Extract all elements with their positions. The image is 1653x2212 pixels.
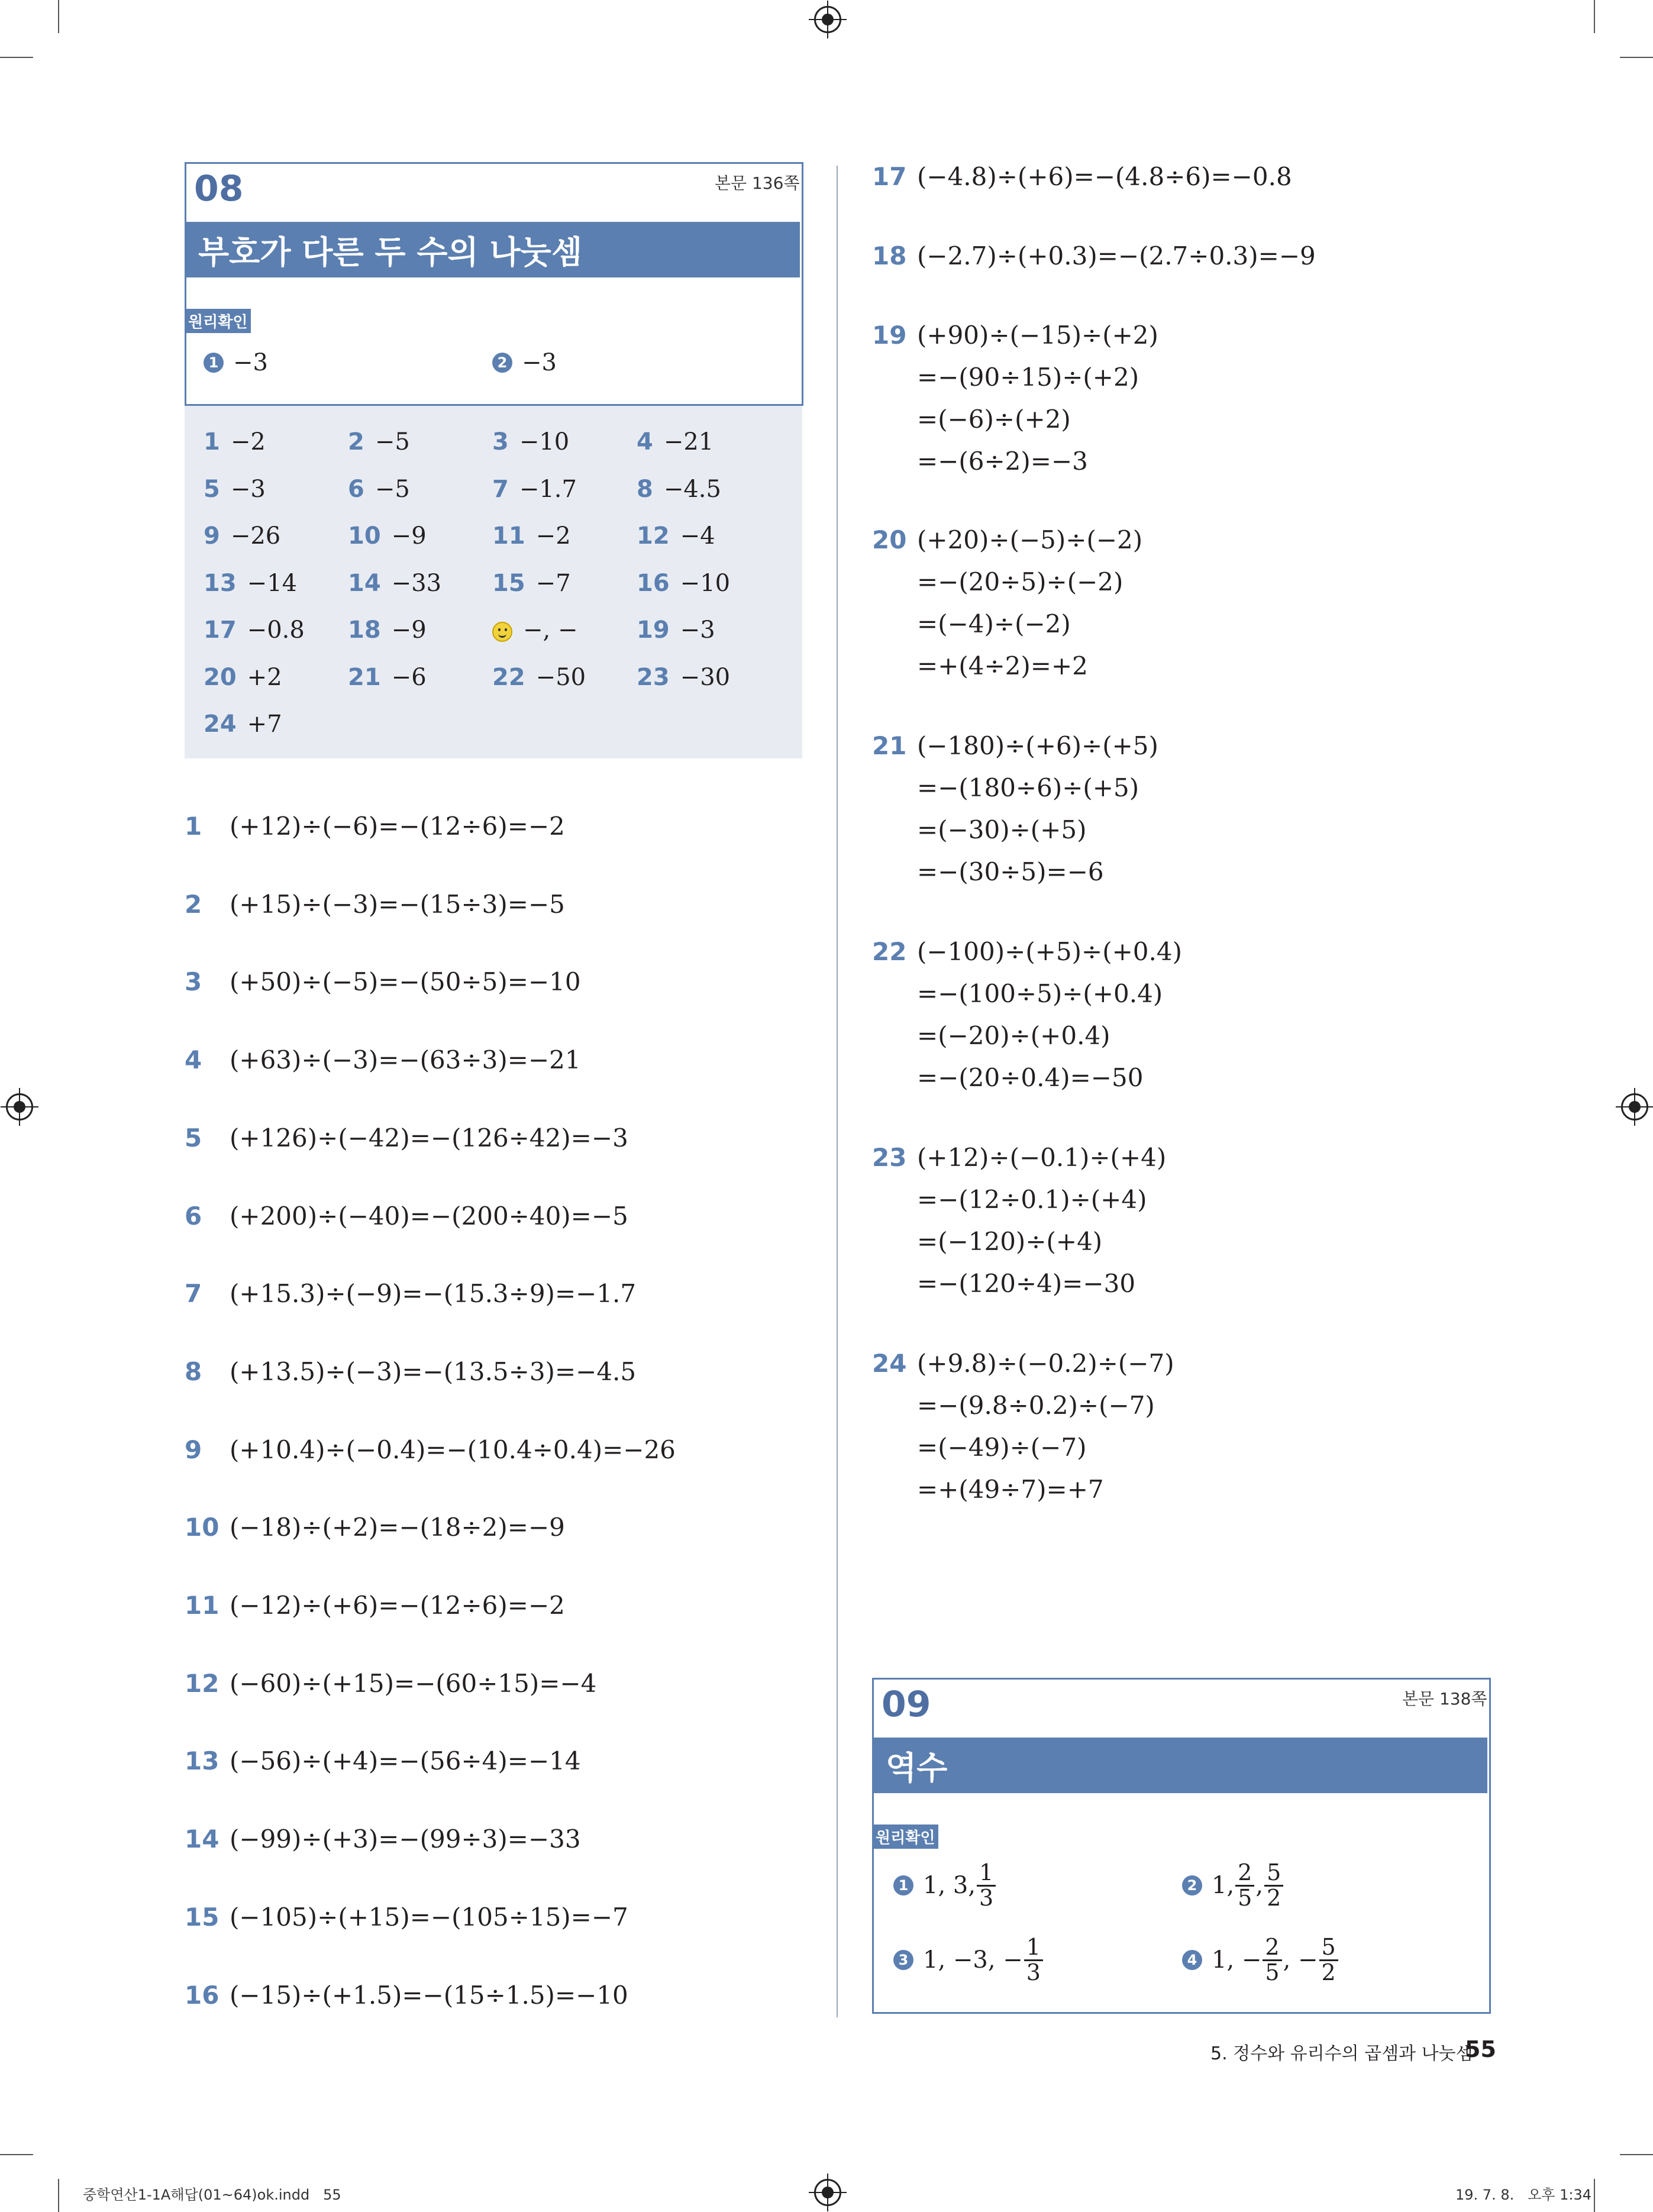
solution-number: 7: [185, 1279, 202, 1309]
solution-line: [872, 1227, 1102, 1256]
answer-value: −10: [519, 428, 570, 456]
solution-text: (+13.5)÷(−3)=−(13.5÷3)=−4.5: [230, 1357, 637, 1386]
answer-item: [637, 476, 721, 503]
answer-item: [204, 428, 266, 456]
solution-item: [185, 1045, 581, 1074]
smile-icon: [492, 622, 512, 642]
solution-text: (−18)÷(+2)=−(18÷2)=−9: [230, 1513, 565, 1542]
solution-text: (+63)÷(−3)=−(63÷3)=−21: [230, 1045, 581, 1075]
solution-item: [185, 1513, 565, 1542]
solution-item: [872, 241, 1316, 270]
section-08-page-ref: 본문 136쪽: [715, 173, 800, 193]
solution-number: 1: [185, 812, 202, 841]
answer-number: 18: [348, 616, 381, 644]
solution-text: =−(100÷5)÷(+0.4): [917, 979, 1163, 1008]
answer-number: 24: [204, 711, 237, 738]
solution-line: [872, 1269, 1135, 1298]
solution-line: [872, 1391, 1155, 1420]
answer-value: −3: [680, 616, 715, 644]
solution-text: (−180)÷(+6)÷(+5): [917, 731, 1158, 760]
solution-number: 19: [872, 321, 907, 350]
crop-mark: [1620, 2154, 1653, 2155]
answer-item: [204, 664, 282, 691]
answer-value: −1.7: [519, 475, 577, 503]
solution-text: (−4.8)÷(+6)=−(4.8÷6)=−0.8: [917, 162, 1292, 191]
answer-item: [204, 522, 280, 550]
solution-number: 10: [185, 1513, 219, 1542]
answer-number: 9: [204, 522, 220, 550]
answer-item: [637, 616, 715, 644]
answer-number: 19: [637, 616, 670, 644]
solution-item: [185, 890, 565, 919]
solution-line: [872, 857, 1104, 886]
solution-line: [872, 1475, 1104, 1504]
answer-value: −4.5: [663, 475, 721, 503]
solution-text: =−(30÷5)=−6: [917, 857, 1104, 886]
fraction: $\frac{1}{3}$: [1024, 1936, 1043, 1985]
answer-number: 11: [492, 522, 525, 550]
answer-number: 12: [637, 522, 670, 550]
solution-number: 18: [872, 241, 907, 270]
solution-item: [185, 1746, 581, 1775]
answer-item: [348, 522, 427, 550]
solution-item: [872, 525, 1142, 554]
answer-item: [637, 570, 730, 597]
answer-value: −4: [680, 522, 715, 550]
solution-item: [185, 1357, 636, 1386]
section-09-number: 09: [882, 1684, 931, 1725]
answer-number: 8: [637, 475, 653, 503]
section-09-check-1: 1 1, 3, $\frac{1}{3}$: [893, 1861, 997, 1910]
answer-value: −2: [230, 428, 266, 456]
crop-mark: [58, 2179, 59, 2212]
solution-item: [872, 1143, 1166, 1172]
fraction: $\frac{2}{5}$: [1263, 1936, 1281, 1985]
file-slug: 중학연산1-1A해답(01~64)ok.indd 55: [83, 2187, 341, 2203]
answer-item: [637, 664, 730, 691]
answer-number: 16: [637, 569, 670, 597]
solution-text: =(−6)÷(+2): [917, 405, 1071, 434]
solution-line: [872, 773, 1139, 802]
solution-number: 23: [872, 1143, 907, 1172]
answer-number: 13: [204, 569, 237, 597]
answer-number: 20: [204, 663, 237, 691]
solution-text: =−(120÷4)=−30: [917, 1269, 1136, 1298]
solution-text: (+50)÷(−5)=−(50÷5)=−10: [230, 967, 581, 997]
section-09-title: 역수: [874, 1738, 1487, 1793]
solution-text: (+200)÷(−40)=−(200÷40)=−5: [230, 1201, 628, 1231]
solution-text: =(−120)÷(+4): [917, 1227, 1103, 1256]
solution-text: (−105)÷(+15)=−(105÷15)=−7: [230, 1902, 628, 1932]
crop-mark: [1594, 2179, 1595, 2212]
solution-text: (−100)÷(+5)÷(+0.4): [917, 937, 1182, 966]
solution-line: [872, 447, 1088, 476]
answer-number: 15: [492, 569, 525, 597]
answer-item: [492, 616, 577, 644]
answer-item: [348, 664, 427, 691]
crop-mark: [0, 2154, 33, 2155]
solution-item: [185, 1981, 628, 2010]
answer-item: [204, 616, 305, 644]
marker-4-icon: 4: [1182, 1950, 1202, 1970]
answer-value: −21: [663, 428, 714, 456]
solution-number: 8: [185, 1357, 202, 1386]
solution-text: (−99)÷(+3)=−(99÷3)=−33: [230, 1825, 581, 1854]
answer-value: −50: [535, 663, 586, 691]
solution-text: =−(12÷0.1)÷(+4): [917, 1185, 1147, 1214]
solution-number: 3: [185, 967, 202, 997]
section-08-title: 부호가 다른 두 수의 나눗셈: [186, 222, 800, 277]
solution-item: [185, 1435, 676, 1464]
answer-number: 10: [348, 522, 381, 550]
solution-text: =−(6÷2)=−3: [917, 447, 1088, 476]
solution-text: =(−30)÷(+5): [917, 815, 1087, 844]
answer-value: −, −: [523, 616, 578, 644]
solution-number: 22: [872, 937, 907, 966]
solution-text: (+12)÷(−6)=−(12÷6)=−2: [230, 812, 565, 841]
solution-item: [872, 937, 1182, 966]
solution-line: [872, 363, 1139, 392]
answer-number: 23: [637, 663, 670, 691]
solution-text: (+15)÷(−3)=−(15÷3)=−5: [230, 889, 565, 919]
answer-item: [348, 476, 410, 503]
answer-item: [204, 476, 266, 503]
solution-number: 9: [185, 1435, 202, 1464]
solution-item: [185, 1669, 596, 1698]
section-09-principle-tag: 원리확인: [872, 1825, 938, 1849]
solution-text: (+10.4)÷(−0.4)=−(10.4÷0.4)=−26: [230, 1435, 676, 1464]
answer-number: 17: [204, 616, 237, 644]
solution-line: [872, 1185, 1147, 1214]
fraction: $\frac{5}{2}$: [1319, 1936, 1338, 1985]
answer-value: −30: [680, 663, 731, 691]
solution-number: 2: [185, 889, 202, 919]
crop-mark: [0, 57, 33, 58]
solution-line: [872, 979, 1163, 1008]
answer-number: 5: [204, 475, 220, 503]
solution-text: =−(20÷0.4)=−50: [917, 1063, 1144, 1092]
solution-item: [185, 967, 581, 996]
solution-text: (+90)÷(−15)÷(+2): [917, 321, 1158, 350]
solution-number: 21: [872, 731, 907, 760]
section-09-page-ref: 본문 138쪽: [1402, 1689, 1487, 1709]
answer-item: [204, 570, 297, 597]
solution-line: [872, 567, 1123, 596]
solution-item: [185, 1825, 581, 1853]
solution-text: (+126)÷(−42)=−(126÷42)=−3: [230, 1123, 628, 1152]
crop-mark: [1594, 0, 1595, 33]
solution-text: (+20)÷(−5)÷(−2): [917, 525, 1143, 554]
solution-text: =(−4)÷(−2): [917, 609, 1071, 638]
solution-item: [185, 812, 565, 841]
solution-number: 12: [185, 1668, 219, 1698]
section-09-check-4: 4 1, − $\frac{2}{5}$ , − $\frac{5}{2}$: [1182, 1936, 1339, 1985]
solution-text: =(−20)÷(+0.4): [917, 1021, 1110, 1050]
solution-number: 24: [872, 1349, 907, 1378]
registration-mark-icon: [814, 6, 841, 33]
crop-mark: [1620, 57, 1653, 58]
answer-item: [204, 711, 282, 738]
answer-value: −3: [230, 475, 266, 503]
marker-3-icon: 3: [893, 1950, 913, 1970]
solution-text: =(−49)÷(−7): [917, 1433, 1087, 1462]
solution-text: =−(20÷5)÷(−2): [917, 567, 1123, 596]
solution-text: =−(9.8÷0.2)÷(−7): [917, 1391, 1155, 1420]
fraction: $\frac{5}{2}$: [1264, 1861, 1283, 1910]
fraction: $\frac{1}{3}$: [977, 1861, 996, 1910]
answer-value: −14: [247, 569, 298, 597]
solution-number: 5: [185, 1123, 202, 1152]
solution-line: [872, 609, 1071, 638]
answer-item: [637, 428, 713, 456]
answer-item: [492, 664, 586, 691]
registration-mark-icon: [6, 1093, 33, 1120]
solution-number: 14: [185, 1825, 219, 1854]
answer-value: −2: [535, 522, 571, 550]
marker-1-icon: 1: [893, 1875, 913, 1895]
solution-text: =+(4÷2)=+2: [917, 651, 1088, 680]
section-08-number: 08: [194, 168, 244, 209]
registration-mark-icon: [814, 2179, 841, 2206]
solution-text: (−2.7)÷(+0.3)=−(2.7÷0.3)=−9: [917, 241, 1316, 270]
answer-item: [348, 616, 427, 644]
page-number: 55: [1465, 2036, 1496, 2062]
solution-text: =−(90÷15)÷(+2): [917, 363, 1139, 392]
section-09-check-2: 2 1, $\frac{2}{5}$ , $\frac{5}{2}$: [1182, 1861, 1284, 1910]
answer-value: +2: [247, 663, 282, 691]
solution-line: [872, 405, 1071, 434]
registration-mark-icon: [1621, 1093, 1648, 1120]
solution-line: [872, 1433, 1086, 1462]
answer-item: [492, 570, 571, 597]
solution-line: [872, 815, 1086, 844]
solution-text: (−60)÷(+15)=−(60÷15)=−4: [230, 1668, 597, 1698]
section-08-check-2: 2 −3: [492, 349, 557, 376]
solution-item: [185, 1123, 628, 1152]
solution-number: 20: [872, 525, 907, 554]
answer-number: 4: [637, 428, 653, 456]
answer-value: −33: [391, 569, 442, 597]
answer-number: 3: [492, 428, 509, 456]
solution-number: 13: [185, 1746, 219, 1776]
solution-number: 11: [185, 1591, 219, 1620]
answer-value: −6: [391, 663, 427, 691]
answer-value: −5: [374, 475, 410, 503]
answer-value: −26: [230, 522, 281, 550]
solution-number: 6: [185, 1201, 202, 1231]
marker-1-icon: 1: [204, 353, 224, 373]
solution-item: [872, 321, 1158, 350]
solution-number: 4: [185, 1045, 202, 1075]
answer-value: −10: [680, 569, 731, 597]
solution-line: [872, 651, 1088, 680]
marker-2-icon: 2: [492, 353, 512, 373]
solution-item: [185, 1903, 628, 1932]
fraction: $\frac{2}{5}$: [1235, 1861, 1254, 1910]
section-08-principle-tag: 원리확인: [185, 309, 251, 333]
answer-value: −9: [391, 522, 427, 550]
crop-mark: [58, 0, 59, 33]
answer-item: [348, 428, 410, 456]
answer-value: −9: [391, 616, 427, 644]
chapter-title: 5. 정수와 유리수의 곱셈과 나눗셈: [1210, 2043, 1473, 2064]
answer-number: 2: [348, 428, 364, 456]
answer-value: +7: [247, 711, 282, 738]
answer-item: [348, 570, 441, 597]
solution-text: (+12)÷(−0.1)÷(+4): [917, 1143, 1167, 1172]
solution-text: (−15)÷(+1.5)=−(15÷1.5)=−10: [230, 1980, 628, 2010]
solution-number: 16: [185, 1980, 219, 2010]
answer-item: [492, 522, 571, 550]
solution-item: [185, 1591, 565, 1620]
solution-item: [185, 1202, 628, 1231]
answer-value: −7: [535, 569, 571, 597]
solution-text: (−12)÷(+6)=−(12÷6)=−2: [230, 1591, 565, 1620]
answer-value: −0.8: [247, 616, 305, 644]
answer-number: 6: [348, 475, 364, 503]
answer-number: 1: [204, 428, 220, 456]
solution-line: [872, 1021, 1110, 1050]
solution-item: [872, 162, 1292, 191]
column-divider: [837, 166, 838, 2017]
solution-number: 15: [185, 1902, 219, 1932]
answer-number: 22: [492, 663, 525, 691]
answer-item: [637, 522, 715, 550]
solution-text: (−56)÷(+4)=−(56÷4)=−14: [230, 1746, 581, 1776]
answer-number: 7: [492, 475, 509, 503]
answer-item: [492, 476, 577, 503]
answer-number: 21: [348, 663, 381, 691]
solution-number: 17: [872, 162, 907, 191]
answer-item: [492, 428, 569, 456]
solution-text: (+15.3)÷(−9)=−(15.3÷9)=−1.7: [230, 1279, 637, 1309]
solution-text: (+9.8)÷(−0.2)÷(−7): [917, 1349, 1174, 1378]
answer-value: −5: [374, 428, 410, 456]
print-timestamp: 19. 7. 8. 오후 1:34: [1455, 2187, 1592, 2203]
answer-number: 14: [348, 569, 381, 597]
solution-line: [872, 1063, 1143, 1092]
solution-item: [185, 1279, 636, 1308]
section-08-check-1: 1 −3: [204, 349, 268, 376]
solution-text: =−(180÷6)÷(+5): [917, 773, 1139, 802]
solution-text: =+(49÷7)=+7: [917, 1475, 1104, 1504]
solution-item: [872, 731, 1158, 760]
solution-item: [872, 1349, 1174, 1378]
marker-2-icon: 2: [1182, 1875, 1202, 1895]
section-09-check-3: 3 1, −3, − $\frac{1}{3}$: [893, 1936, 1044, 1985]
